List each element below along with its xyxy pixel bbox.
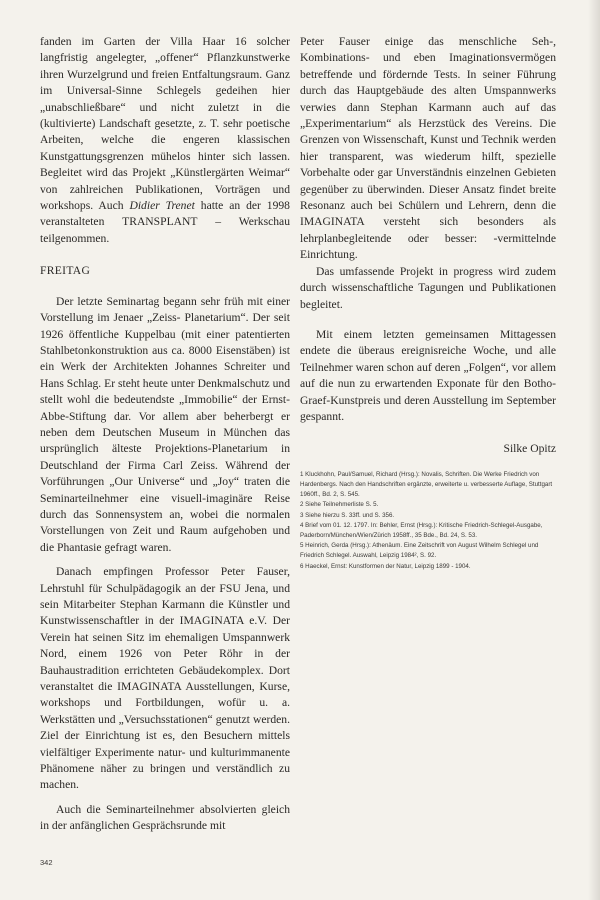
left-paragraph-1 (40, 34, 290, 247)
person-name-italic: Didier Trenet (129, 199, 195, 213)
right-paragraph-1: Peter Fauser einige das menschliche Seh-, Kombinations- und eben Imaginationsvermögen betreffende und fördernde Tests. In seiner Führung durch das Hauptgebäude des alten Umspannwerks verwies dann Stephan Karmann auch auf das „Experimentarium“ als Herzstück des Vereins. Die Grenzen von Wissenschaft, Kunst und Technik werden hier transparent, was wiederum hilft, spezielle Vorbehalte oder gar Unverständnis einzelnen Gebieten gegenüber zu überwinden. Dieser Ansatz findet breite Resonanz auch bei Schülern und Lehrern, denn die IMAGINATA versteht sich besonders als lehrplanbegleitende oder besser: -vermittelnde Einrichtung. (300, 35, 556, 262)
footnotes (300, 470, 556, 572)
left-paragraph-1-text: fanden im Garten der Villa Haar 16 solcher langfristig angelegter, „offener“ Pflanzkunstwerke ihren Wurzelgrund und freien Entfaltungsraum. Ganz im Universal-Sinne Schlegels gedeihen hier „unabschließbare“ und nicht zuletzt in die (kultivierte) Landschaft gesetzte, z. T. sehr poetische Arbeiten, welche die engeren klassischen Kunstgattungsgrenzen mühelos hinter sich lassen. Begleitet wird das Projekt „Künstlergärten Weimar“ von zahlreichen Publikationen, Vorträgen und workshops. Auch (40, 35, 290, 213)
section-heading: FREITAG (40, 264, 91, 278)
footnote: 5 Heinrich, Gerda (Hrsg.): Athenäum. Eine Zeitschrift von August Wilhelm Schlegel und Friedrich Schlegel. Auswahl, Leipzig 1984², S. 92. (300, 542, 539, 560)
right-column (300, 34, 556, 572)
author-signature: Silke Opitz (503, 442, 556, 456)
footnote: 2 Siehe Teilnehmerliste S. 5. (300, 501, 379, 509)
left-paragraph-2: Der letzte Seminartag begann sehr früh mit einer Vorstellung im Jenaer „Zeiss- Planetarium“. Der seit 1926 öffentliche Kuppelbau (mit einer patentierten Stahlbetonkonstruktion aus ca. 8000 Eisenstäben) ist ein Werk der Architekten Johannes Schreiter und Hans Schlag. Er steht heute unter Denkmalschutz und stellt wohl die bedeutendste „Immobilie“ der Ernst-Abbe-Stiftung dar. Vor allem aber beherbergt er neben dem Deutschen Museum in München das ursprünglich älteste Projektions-Planetarium in Deutschland der Firma Carl Zeiss. Während der Vorführungen „Our Universe“ und „Joy“ traten die Seminarteilnehmer eine visuell-imaginäre Reise durch das Sonnensystem an, wobei die normalen Vorstellungen von Zeit und Raum aufgehoben und die Phantasie gefragt waren. (40, 294, 290, 554)
footnote: 1 Kluckhohn, Paul/Samuel, Richard (Hrsg.): Novalis, Schriften. Die Werke Friedrich von Hardenbergs. Nach den Handschriften ergänzte, erweiterte u. verbesserte Auflage, Stuttgart 1960ff., Bd. 2, S. 545. (300, 470, 553, 499)
right-paragraph-3: Mit einem letzten gemeinsamen Mittagessen endete die überaus ereignisreiche Woche, und alle Teilnehmer waren schon auf deren „Folgen“, vor allem auf die nun zu erwartenden Exponate für den Botho-Graef-Kunstpreis und deren Ausstellung im September gespannt. (300, 327, 556, 423)
left-paragraph-4: Auch die Seminarteilnehmer absolvierten gleich in der anfänglichen Gesprächsrunde mit (40, 802, 290, 833)
left-column (40, 34, 290, 835)
left-paragraph-3: Danach empfingen Professor Peter Fauser, Lehrstuhl für Schulpädagogik an der FSU Jena, und sein Mitarbeiter Stephan Karmann die Künstler und Kunstwissenschaftler in der IMAGINATA e.V. Der Verein hat seinen Sitz im ehemaligen Umspannwerk Nord, einem 1926 von Peter Röhr in der Bauhaustradition errichteten Gebäudekomplex. Dort veranstaltet die IMAGINATA Ausstellungen, Kurse, workshops und Fortbildungen, wofür u. a. Werkstätten und „Versuchsstationen“ genutzt werden. Ziel der Einrichtung ist es, den Besuchern mittels vielfältiger Experimente natur- und kulturimmanente Phänomene näher zu bringen und verständlich zu machen. (40, 565, 290, 792)
page-number: 342 (40, 858, 53, 867)
footnote: 6 Haeckel, Ernst: Kunstformen der Natur, Leipzig 1899 - 1904. (300, 562, 471, 570)
right-paragraph-2: Das umfassende Projekt in progress wird zudem durch wissenschaftliche Tagungen und Publikationen begleitet. (300, 264, 556, 311)
left-paragraph-1-end: hatte an der 1998 veranstalteten TRANSPLANT – Werkschau teilgenommen. (40, 199, 290, 245)
footnote: 3 Siehe hierzu S. 33ff. und S. 356. (300, 511, 395, 519)
footnote: 4 Brief vom 01. 12. 1797. In: Behler, Ernst (Hrsg.): Kritische Friedrich-Schlegel-Ausgabe, Paderborn/München/Wien/Zürich 1958ff., 35 Bde., Bd. 24, S. 53. (300, 521, 543, 539)
page-edge-shadow (588, 0, 600, 900)
